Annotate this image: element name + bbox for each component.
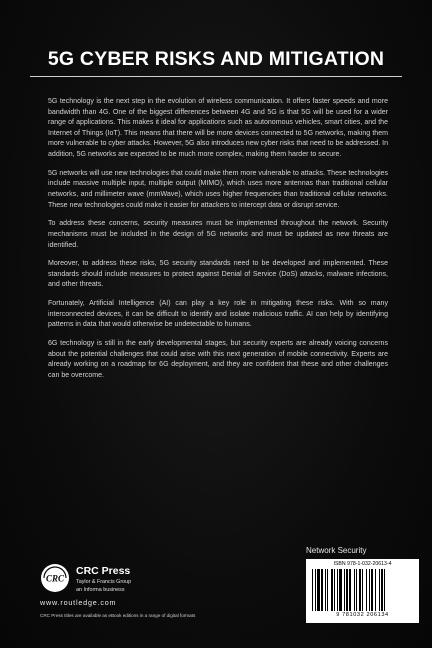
blurb-paragraph: 6G technology is still in the early developmental stages, but security experts are already voicing concerns about the potential challenges that could arise with this next generation of mobile connectivity. Experts are already working on a roadmap for 6G deployment, and they are confident that these and other challenges can be overcome. (48, 340, 388, 379)
blurb (48, 97, 388, 390)
barcode-bar (359, 569, 361, 611)
series-label: Network Security (306, 546, 367, 555)
blurb-paragraph: Moreover, to address these risks, 5G security standards need to be developed and implemented. These standards should include measures to protect against Denial of Service (DoS) attacks, malware infections, and other threats. (48, 260, 388, 289)
barcode-bar (334, 569, 335, 611)
barcode-bar (356, 569, 357, 611)
crc-logo-text: CRC (45, 573, 65, 584)
barcode-bar (344, 569, 345, 611)
barcode-bar (325, 569, 326, 611)
barcode-bar (317, 569, 320, 611)
blurb-paragraph: 5G technology is the next step in the evolution of wireless communication. It offers faster speeds and more bandwidth than 4G. One of the biggest differences between 4G and 5G is that 5G will be used for a wider range of applications. This makes it ideal for applications such as autonomous vehicles, smart cities, and the Internet of Things (IoT). This means that there will be more devices connected to 5G networks, making them more vulnerable to cyber attacks. However, 5G also introduces new cyber risks that need to be addressed. In addition, 5G networks are expected to be much more complex, making them harder to secure. (48, 98, 388, 158)
barcode-bar (366, 569, 367, 611)
barcode-bar (315, 569, 316, 611)
barcode-bar (331, 569, 333, 611)
barcode-bar (337, 569, 338, 611)
barcode-bar (354, 569, 355, 611)
barcode-bar (369, 569, 370, 611)
barcode-bar (375, 569, 376, 611)
barcode-bar (321, 569, 323, 611)
barcode-bar (384, 569, 385, 611)
barcode-bar (371, 569, 373, 611)
publisher-group: Taylor & Francis Group (76, 579, 132, 585)
publisher-name: CRC Press (76, 565, 131, 577)
publisher-url: www.routledge.com (40, 598, 117, 607)
barcode-bar (339, 569, 342, 611)
blurb-paragraph: Fortunately, Artificial Intelligence (AI) can play a key role in mitigating these risks. With so many interconnected devices, it can be difficult to identify and isolate malicious traffic. AI can help by identifying patterns in data that would otherwise be undetectable to humans. (48, 300, 388, 329)
barcode-bar (346, 569, 348, 611)
crc-logo (40, 563, 70, 593)
blurb-paragraph: 5G networks will use new technologies that could make them more vulnerable to attacks. These technologies include massive multiple input, multiple output (MIMO), which uses more antennas than traditional cellular networks, and millimeter wave (mmWave), which uses higher frequencies than traditional cellular networks. These new technologies could make it easier for attackers to intercept data or disrupt service. (48, 169, 388, 209)
barcode-bar (379, 569, 380, 611)
publisher-parent: an Informa business (76, 587, 125, 593)
barcode-bar (362, 569, 363, 611)
barcode-bar (312, 569, 313, 611)
ebook-note: CRC Press titles are available as eBook editions in a range of digital formats (40, 613, 196, 618)
barcode-bar (327, 569, 328, 611)
book-title: 5G CYBER RISKS AND MITIGATION (47, 48, 385, 70)
title-divider (30, 76, 402, 77)
barcode-bar (349, 569, 351, 611)
blurb-paragraph: To address these concerns, security measures must be implemented throughout the network. Security mechanisms must be included in the design of 5G networks and must be updated as new threats are identified. (48, 220, 388, 249)
barcode-number: 9 781032 206134 (336, 612, 389, 618)
barcode (306, 559, 419, 623)
isbn-text: ISBN 978-1-032-20613-4 (333, 561, 392, 567)
barcode-bars (312, 569, 413, 611)
barcode-bar (381, 569, 383, 611)
